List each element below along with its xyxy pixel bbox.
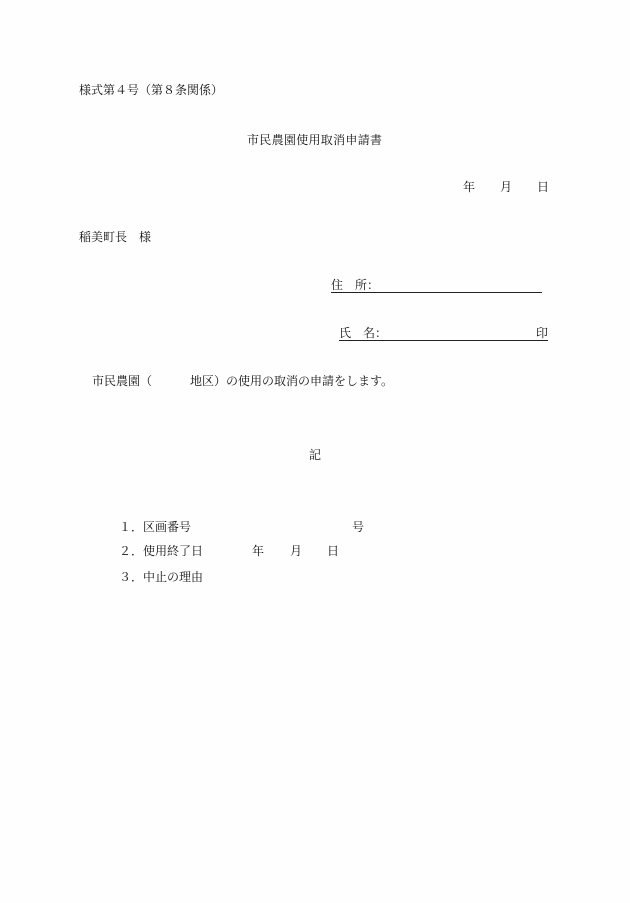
date-month: 月 xyxy=(500,180,513,194)
address-label: 住 所： xyxy=(331,278,380,292)
end-date-year: 年 xyxy=(252,544,265,558)
item-reason: ３．中止の理由 xyxy=(119,570,204,584)
statement-prefix: 市民農園（ xyxy=(92,374,153,388)
item-plot-number: １．区画番号 xyxy=(119,520,192,534)
form-number: 様式第４号（第８条関係） xyxy=(79,83,224,97)
end-date-month: 月 xyxy=(290,544,303,558)
address-field[interactable] xyxy=(331,278,542,293)
statement-suffix: 地区）の使用の取消の申請をします。 xyxy=(190,374,394,388)
end-date-day: 日 xyxy=(327,544,340,558)
date-day: 日 xyxy=(537,180,550,194)
name-label: 氏 名： xyxy=(339,326,388,340)
ki-heading: 記 xyxy=(309,448,322,462)
seal-mark: 印 xyxy=(535,326,548,340)
item-end-date: ２．使用終了日 xyxy=(119,544,204,558)
date-year: 年 xyxy=(463,180,476,194)
document-title: 市民農園使用取消申請書 xyxy=(247,133,383,147)
plot-number-suffix: 号 xyxy=(352,520,365,534)
name-field[interactable] xyxy=(339,326,548,341)
addressee: 稲美町長 様 xyxy=(79,230,152,244)
